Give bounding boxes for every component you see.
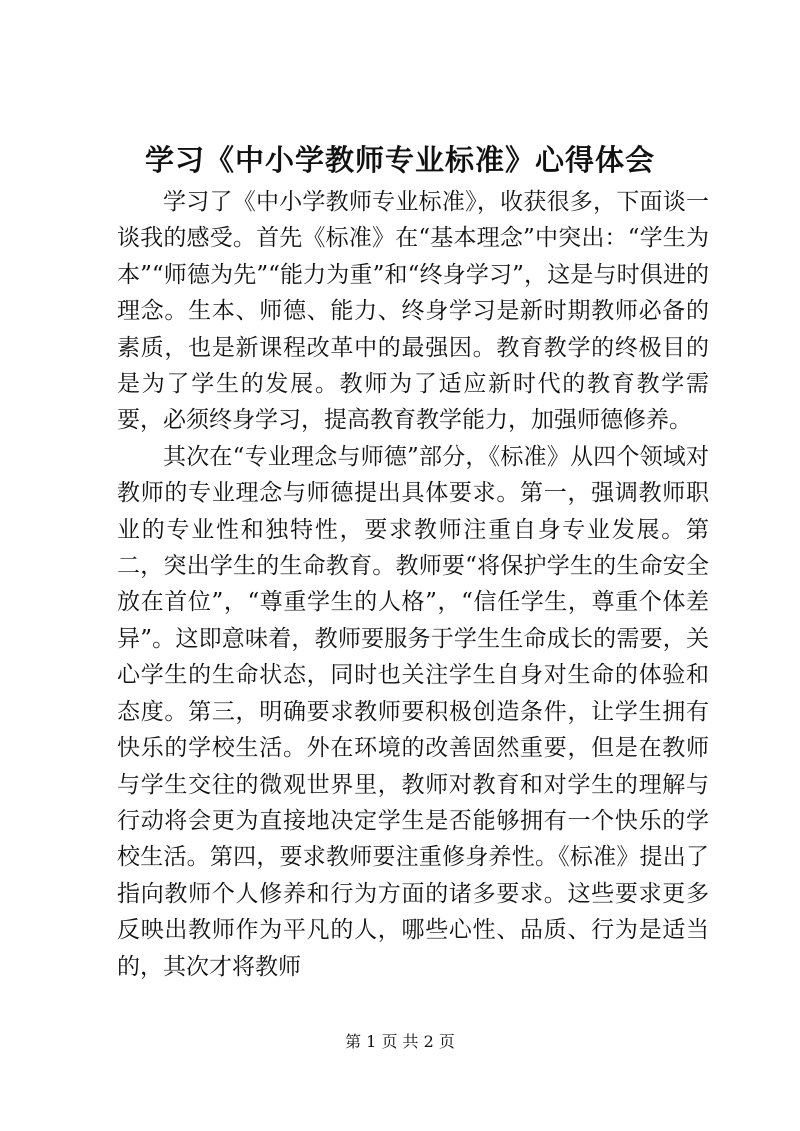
paragraph-1: 学习了《中小学教师专业标准》，收获很多，下面谈一谈我的感受。首先《标准》在“基本理念”中突出：“学生为本”“师德为先”“能力为重”和“终身学习”，这是与时俱进的理念。生本、师德、能力、终身学习是新时期教师必备的素质，也是新课程改革中的最强因。教育教学的终极目的是为了学生的发展。教师为了适应新时代的教育教学需要，必须终身学习，提高教育教学能力，加强师德修养。: [117, 189, 709, 434]
document-body: [117, 184, 709, 985]
document-title: 学习《中小学教师专业标准》心得体会: [144, 143, 655, 177]
paragraph-2: 其次在“专业理念与师德”部分，《标准》从四个领域对教师的专业理念与师德提出具体要求。第一，强调教师职业的专业性和独特性，要求教师注重自身专业发展。第二，突出学生的生命教育。教师要“将保护学生的生命安全放在首位”，“尊重学生的人格”，“信任学生，尊重个体差异”。这即意味着，教师要服务于学生生命成长的需要，关心学生的生命状态，同时也关注学生自身对生命的体验和态度。第三，明确要求教师要积极创造条件，让学生拥有快乐的学校生活。外在环境的改善固然重要，但是在教师与学生交往的微观世界里，教师对教育和对学生的理解与行动将会更为直接地决定学生是否能够拥有一个快乐的学校生活。第四，要求教师要注重修身养性。《标准》提出了指向教师个人修养和行为方面的诸多要求。这些要求更多反映出教师作为平凡的人，哪些心性、品质、行为是适当的，其次才将教师: [117, 443, 709, 980]
page-footer: 第 1 页 共 2 页: [345, 1032, 455, 1051]
